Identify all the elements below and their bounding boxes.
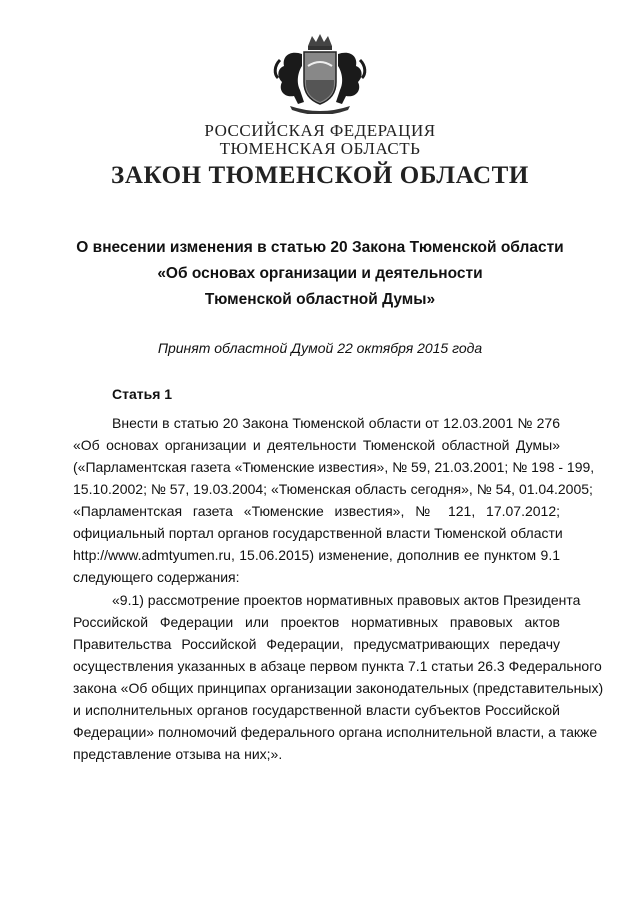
article-text-line: следующего содержания: bbox=[73, 569, 240, 585]
article-text-line: «9.1) рассмотрение проектов нормативных правовых актов Президента bbox=[112, 592, 581, 608]
law-title bbox=[60, 235, 580, 313]
article-text-line: Внести в статью 20 Закона Тюменской области от 12.03.2001 № 276 bbox=[112, 415, 560, 431]
article-text-line: и исполнительных органов государственной власти субъектов Российской bbox=[73, 702, 560, 718]
tyumen-coat-of-arms-icon bbox=[268, 32, 372, 114]
country-heading: РОССИЙСКАЯ ФЕДЕРАЦИЯ bbox=[204, 121, 436, 140]
law-title-line: О внесении изменения в статью 20 Закона Тюменской области bbox=[76, 239, 564, 256]
document-type-heading: ЗАКОН ТЮМЕНСКОЙ ОБЛАСТИ bbox=[111, 162, 529, 189]
law-title-line: «Об основах организации и деятельности bbox=[157, 265, 483, 282]
region-heading: ТЮМЕНСКАЯ ОБЛАСТЬ bbox=[219, 139, 421, 158]
article-heading: Статья 1 bbox=[112, 386, 173, 402]
article-text-line: http://www.admtyumen.ru, 15.06.2015) изменение, дополнив ее пунктом 9.1 bbox=[73, 547, 560, 563]
article-text-line: Российской Федерации или проектов нормативных правовых актов bbox=[73, 614, 560, 630]
article-text-line: закона «Об общих принципах организации законодательных (представительных) bbox=[73, 680, 604, 696]
article-text-line: осуществления указанных в абзаце первом пункта 7.1 статьи 26.3 Федерального bbox=[73, 658, 602, 674]
article-text-line: («Парламентская газета «Тюменские известия», № 59, 21.03.2001; № 198 - 199, bbox=[73, 459, 595, 475]
article-text-line: Правительства Российской Федерации, предусматривающих передачу bbox=[73, 636, 560, 652]
article-text-line: представление отзыва на них;». bbox=[73, 746, 283, 762]
adoption-note: Принят областной Думой 22 октября 2015 года bbox=[157, 340, 483, 356]
article-text-line: «Парламентская газета «Тюменские известия», № 121, 17.07.2012; bbox=[73, 503, 560, 519]
article-text-line: Федерации» полномочий федерального органа исполнительной власти, а также bbox=[73, 724, 598, 740]
article-text-line: официальный портал органов государственной власти Тюменской области bbox=[73, 525, 563, 541]
article-text-line: «Об основах организации и деятельности Тюменской областной Думы» bbox=[73, 437, 560, 453]
article-text-line: 15.10.2002; № 57, 19.03.2004; «Тюменская область сегодня», № 54, 01.04.2005; bbox=[73, 481, 593, 497]
law-title-line: Тюменской областной Думы» bbox=[204, 291, 436, 308]
